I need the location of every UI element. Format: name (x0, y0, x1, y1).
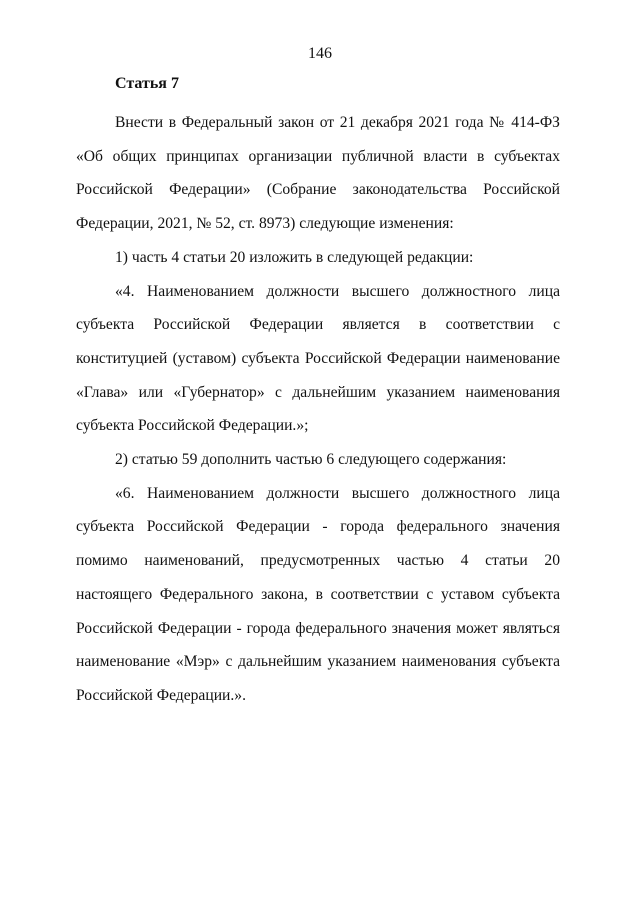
paragraph-amendment-intro: Внести в Федеральный закон от 21 декабря 2021 года № 414-ФЗ «Об общих принципах организации публичной власти в субъектах Российской Федерации» (Собрание законодательства Российской Федерации, 2021, № 52, ст. 8973) следующие изменения: (76, 114, 560, 233)
article-title: Статья 7 (115, 75, 179, 92)
document-body (76, 106, 560, 713)
paragraph-part-4-text: «4. Наименованием должности высшего должностного лица субъекта Российской Федерации является в соответствии с конституцией (уставом) субъекта Российской Федерации наименование «Глава» или «Губернатор» с дальнейшим указанием наименования субъекта Российской Федерации.»; (76, 282, 560, 435)
paragraph-item-2: 2) статью 59 дополнить частью 6 следующего содержания: (115, 451, 507, 469)
page-number: 146 (308, 45, 332, 62)
paragraph-item-1: 1) часть 4 статьи 20 изложить в следующей редакции: (115, 248, 474, 266)
paragraph-part-6-text: «6. Наименованием должности высшего должностного лица субъекта Российской Федерации - города федерального значения помимо наименований, предусмотренных частью 4 статьи 20 настоящего Федерального закона, в соответствии с уставом субъекта Российской Федерации - города федерального значения может являться наименование «Мэр» с дальнейшим указанием наименования субъекта Российской Федерации.». (76, 484, 560, 704)
